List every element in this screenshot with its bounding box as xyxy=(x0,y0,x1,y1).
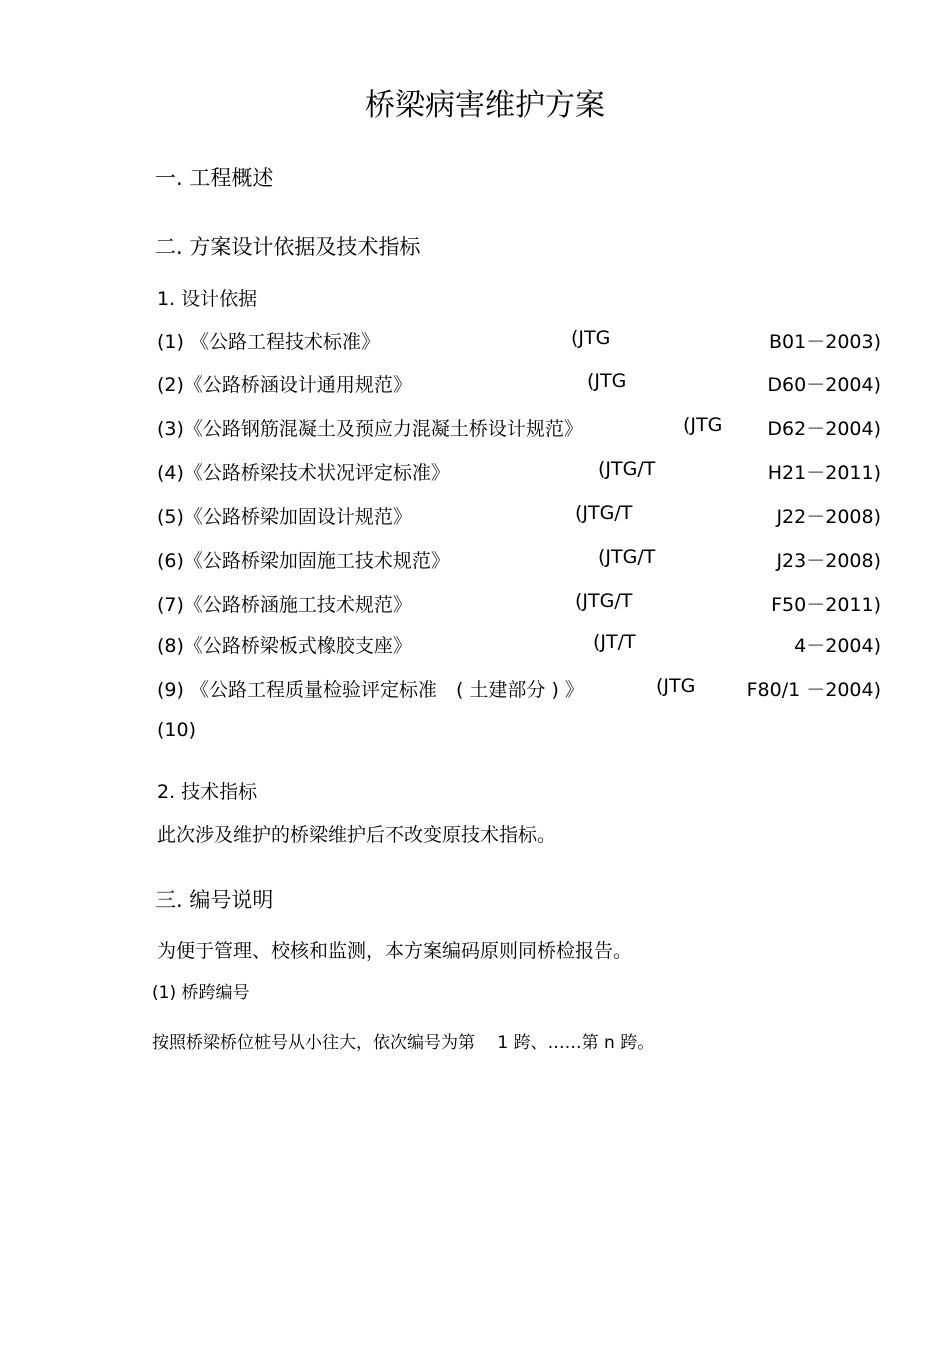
reference-row xyxy=(157,327,881,355)
reference-title: (5)《公路桥梁加固设计规范》 xyxy=(157,506,412,528)
reference-code-suffix: D60－2004) xyxy=(767,374,881,396)
reference-code-suffix: J23－2008) xyxy=(776,550,881,572)
section-heading-overview: 一. 工程概述 xyxy=(155,166,274,190)
reference-code-suffix: F80/1 －2004) xyxy=(746,679,881,701)
reference-row xyxy=(157,631,881,659)
numbering-detail: 按照桥梁桥位桩号从小往大，依次编号为第 1 跨、……第 n 跨。 xyxy=(152,1033,655,1053)
reference-row xyxy=(157,370,881,398)
reference-title: (8)《公路桥梁板式橡胶支座》 xyxy=(157,635,412,657)
subheading-tech-index: 2. 技术指标 xyxy=(157,781,258,803)
reference-title: (3)《公路钢筋混凝土及预应力混凝土桥设计规范》 xyxy=(157,418,583,440)
reference-code-prefix: (JTG xyxy=(656,675,696,697)
tech-index-text: 此次涉及维护的桥梁维护后不改变原技术指标。 xyxy=(157,824,557,846)
reference-title: (9) 《公路工程质量检验评定标准 ( 土建部分 ) 》 xyxy=(157,679,584,701)
reference-title: (4)《公路桥梁技术状况评定标准》 xyxy=(157,462,450,484)
reference-row xyxy=(157,675,881,703)
page-title: 桥梁病害维护方案 xyxy=(365,88,605,123)
reference-code-prefix: (JTG/T xyxy=(575,590,633,612)
reference-code-prefix: (JTG/T xyxy=(598,458,656,480)
reference-code-suffix: D62－2004) xyxy=(767,418,881,440)
reference-code-suffix: J22－2008) xyxy=(776,506,881,528)
reference-code-prefix: (JTG/T xyxy=(575,502,633,524)
reference-row xyxy=(157,546,881,574)
reference-row xyxy=(157,502,881,530)
reference-code-suffix: 4－2004) xyxy=(794,635,881,657)
subheading-design-basis: 1. 设计依据 xyxy=(157,288,258,310)
reference-title: (1) 《公路工程技术标准》 xyxy=(157,331,380,353)
reference-row xyxy=(157,414,881,442)
numbering-subheading: (1) 桥跨编号 xyxy=(152,983,250,1003)
reference-code-suffix: H21－2011) xyxy=(767,462,881,484)
reference-code-prefix: (JTG xyxy=(571,327,611,349)
reference-title: (2)《公路桥涵设计通用规范》 xyxy=(157,374,412,396)
reference-row xyxy=(157,458,881,486)
reference-code-suffix: B01－2003) xyxy=(769,331,881,353)
reference-code-prefix: (JTG xyxy=(683,414,723,436)
reference-row xyxy=(157,719,881,747)
reference-code-prefix: (JTG/T xyxy=(598,546,656,568)
reference-title: (6)《公路桥梁加固施工技术规范》 xyxy=(157,550,450,572)
reference-code-prefix: (JT/T xyxy=(593,631,636,653)
reference-row xyxy=(157,590,881,618)
section-heading-basis: 二. 方案设计依据及技术指标 xyxy=(155,235,421,259)
numbering-intro: 为便于管理、校核和监测，本方案编码原则同桥检报告。 xyxy=(157,940,633,962)
reference-title: (7)《公路桥涵施工技术规范》 xyxy=(157,594,412,616)
reference-code-prefix: (JTG xyxy=(587,370,627,392)
section-heading-numbering: 三. 编号说明 xyxy=(155,888,274,912)
reference-code-suffix: F50－2011) xyxy=(771,594,881,616)
reference-title: (10) xyxy=(157,719,197,741)
